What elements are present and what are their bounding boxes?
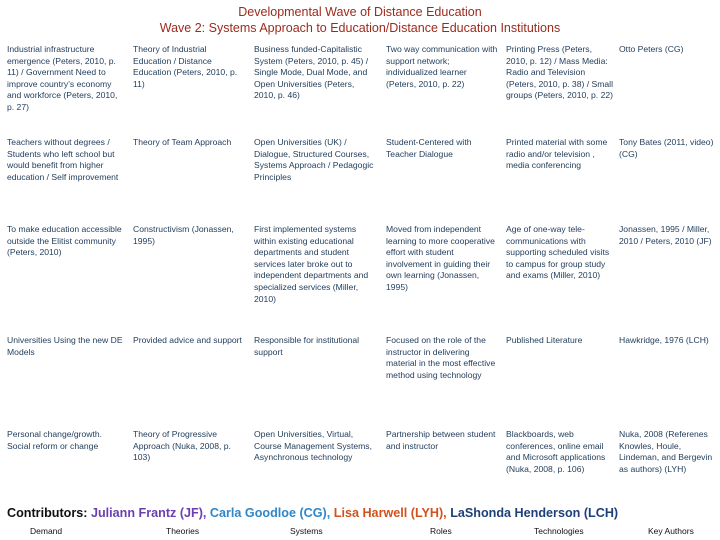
title-line-2: Wave 2: Systems Approach to Education/Distance Education Institutions	[159, 21, 561, 35]
table-cell: Printed material with some radio and/or television , media conferencing	[506, 137, 608, 171]
contributor-lyh: Lisa Harwell (LYH),	[333, 506, 447, 520]
table-cell: Two way communication with support network; individualized learner (Peters, 2010, p. 22)	[386, 44, 498, 89]
contributor-cg: Carla Goodloe (CG),	[209, 506, 331, 520]
table-cell: Responsible for institutional support	[254, 335, 360, 357]
table-cell: To make education accessible outside the Elitist community (Peters, 2010)	[7, 224, 122, 258]
contributors-label: Contributors:	[7, 506, 88, 520]
table-cell: Industrial infrastructure emergence (Peters, 2010, p. 11) / Government Need to improve country’s economy and workforce (Peters, 2010, p. 27)	[7, 44, 118, 112]
title-line-1: Developmental Wave of Distance Education	[238, 5, 482, 19]
table-cell: Nuka, 2008 (Referenes Knowles, Houle, Lindeman, and Bergevin as authors) (LYH)	[619, 429, 713, 474]
table-cell: Business funded-Capitalistic System (Peters, 2010, p. 45) / Single Mode, Dual Mode, and Open Universities (Peters, 2010, p. 46)	[254, 44, 369, 101]
table-cell: Universities Using the new DE Models	[7, 335, 123, 357]
table-cell: Focused on the role of the instructor in delivering material in the most effective method using technology	[386, 335, 496, 380]
footer-label: Roles	[430, 526, 452, 536]
page-title	[0, 4, 720, 36]
table-cell: Constructivism (Jonassen, 1995)	[133, 224, 234, 246]
table-cell: Open Universities (UK) / Dialogue, Structured Courses, Systems Approach / Pedagogic Principles	[254, 137, 374, 182]
contributors-line	[7, 506, 717, 520]
table-cell: Teachers without degrees / Students who left school but would benefit from higher education / Self improvement	[7, 137, 119, 182]
footer-label: Systems	[290, 526, 323, 536]
table-cell: Jonassen, 1995 / Miller, 2010 / Peters, 2010 (JF)	[619, 224, 712, 246]
table-cell: Theory of Team Approach	[133, 137, 232, 147]
table-cell: Printing Press (Peters, 2010, p. 12) / Mass Media: Radio and Television (Peters, 2010, p. 38) / Small groups (Peters, 2010, p. 22)	[506, 44, 614, 101]
footer-label: Demand	[30, 526, 63, 536]
table-cell: Hawkridge, 1976 (LCH)	[619, 335, 709, 345]
table-cell: Published Literature	[506, 335, 583, 345]
table-cell: Open Universities, Virtual, Course Management Systems, Asynchronous technology	[254, 429, 372, 463]
contributor-lch: LaShonda Henderson (LCH)	[450, 506, 619, 520]
table-cell: Personal change/growth. Social reform or change	[7, 429, 103, 451]
footer-label: Technologies	[534, 526, 584, 536]
table-cell: First implemented systems within existing educational departments and student services later broke out to independent departments and specialized services (Miller, 2010)	[254, 224, 369, 304]
table-cell: Student-Centered with Teacher Dialogue	[386, 137, 472, 159]
table-cell: Provided advice and support	[133, 335, 242, 345]
column-labels-footer	[0, 526, 720, 540]
contributor-jf: Juliann Frantz (JF),	[90, 506, 207, 520]
table-cell: Theory of Progressive Approach (Nuka, 2008, p. 103)	[133, 429, 231, 463]
footer-label: Key Authors	[648, 526, 694, 536]
table-cell: Otto Peters (CG)	[619, 44, 684, 54]
table-cell: Partnership between student and instructor	[386, 429, 496, 451]
footer-label: Theories	[166, 526, 200, 536]
table-cell: Age of one-way tele-communications with supporting scheduled visits to campus for group study and exams (Miller, 2010)	[506, 224, 610, 281]
table-cell: Moved from independent learning to more cooperative effort with student involvement in guiding their own learning (Jonassen, 1995)	[386, 224, 495, 292]
table-cell: Tony Bates (2011, video) (CG)	[619, 137, 714, 159]
table-cell: Blackboards, web conferences, online email and Microsoft applications (Nuka, 2008, p. 106)	[506, 429, 606, 474]
wave-table	[3, 40, 717, 492]
table-cell: Theory of Industrial Education / Distance Education (Peters, 2010, p. 11)	[133, 44, 238, 89]
